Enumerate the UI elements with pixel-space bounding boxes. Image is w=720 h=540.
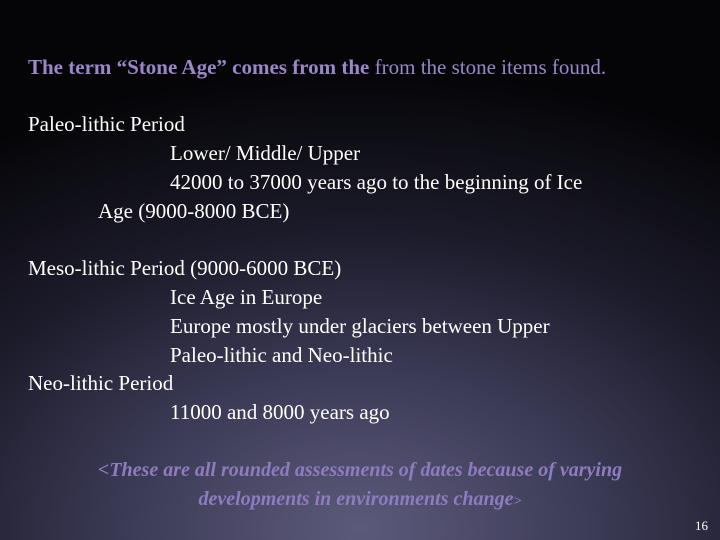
note-line-1: <These are all rounded assessments of dates because of varying <box>97 459 623 481</box>
meso-detail-1: Ice Age in Europe <box>170 285 323 309</box>
heading-regular-text: from the stone items found. <box>369 55 607 79</box>
note-line-2-text: developments in environments change <box>198 488 514 510</box>
slide-number: 16 <box>695 518 708 533</box>
meso-detail-3: Paleo-lithic and Neo-lithic <box>170 343 393 367</box>
paleo-subdivisions: Lower/ Middle/ Upper <box>170 141 361 165</box>
paleo-dates-line2: Age (9000-8000 BCE) <box>98 199 290 223</box>
heading-bold-text: The term “Stone Age” comes from the <box>28 55 370 79</box>
slide-heading <box>28 55 606 79</box>
paleo-dates-line1: 42000 to 37000 years ago to the beginning of Ice <box>170 170 583 194</box>
meso-detail-2: Europe mostly under glaciers between Upper <box>170 314 550 338</box>
neo-detail: 11000 and 8000 years ago <box>170 400 390 424</box>
note-line-2 <box>0 485 720 516</box>
paleo-title: Paleo-lithic Period <box>28 112 185 136</box>
neo-title: Neo-lithic Period <box>28 371 174 395</box>
meso-title: Meso-lithic Period (9000-6000 BCE) <box>28 256 342 280</box>
note-closing-bracket: > <box>513 494 522 509</box>
